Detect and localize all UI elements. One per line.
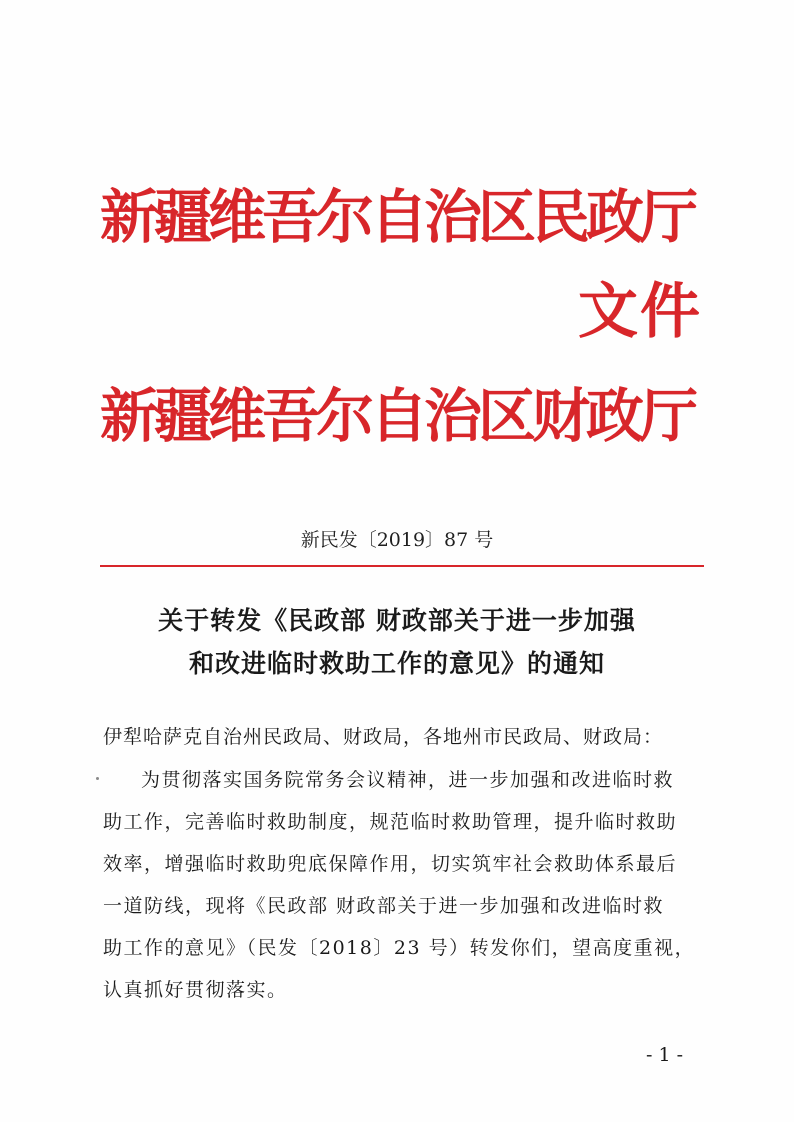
issuer-finance-dept: 新疆维吾尔自治区财政厅: [100, 382, 695, 450]
page-number: - 1 -: [646, 1044, 684, 1066]
document-type-label: 文件: [578, 277, 702, 347]
issuer-civil-affairs-dept: 新疆维吾尔自治区民政厅: [100, 183, 695, 251]
body-paragraph-line: 助工作的意见》（民发〔2018〕23 号）转发你们，望高度重视，: [103, 937, 696, 959]
salutation: 伊犁哈萨克自治州民政局、财政局，各地州市民政局、财政局：: [103, 726, 664, 748]
document-title-line-1: 关于转发《民政部 财政部关于进一步加强: [158, 606, 636, 635]
body-paragraph-line: 一道防线，现将《民政部 财政部关于进一步加强和改进临时救: [103, 895, 665, 917]
body-paragraph-line: 助工作，完善临时救助制度，规范临时救助管理，提升临时救助: [103, 811, 678, 833]
body-paragraph-line: 为贯彻落实国务院常务会议精神，进一步加强和改进临时救: [141, 769, 675, 791]
document-title-line-2: 和改进临时救助工作的意见》的通知: [188, 649, 605, 678]
body-paragraph-line: 效率，增强临时救助兜底保障作用，切实筑牢社会救助体系最后: [103, 853, 678, 875]
scan-speck: [96, 777, 99, 780]
document-number: 新民发〔2019〕87 号: [300, 529, 494, 551]
body-paragraph-line: 认真抓好贯彻落实。: [103, 979, 288, 1001]
red-separator-line: [100, 565, 704, 567]
